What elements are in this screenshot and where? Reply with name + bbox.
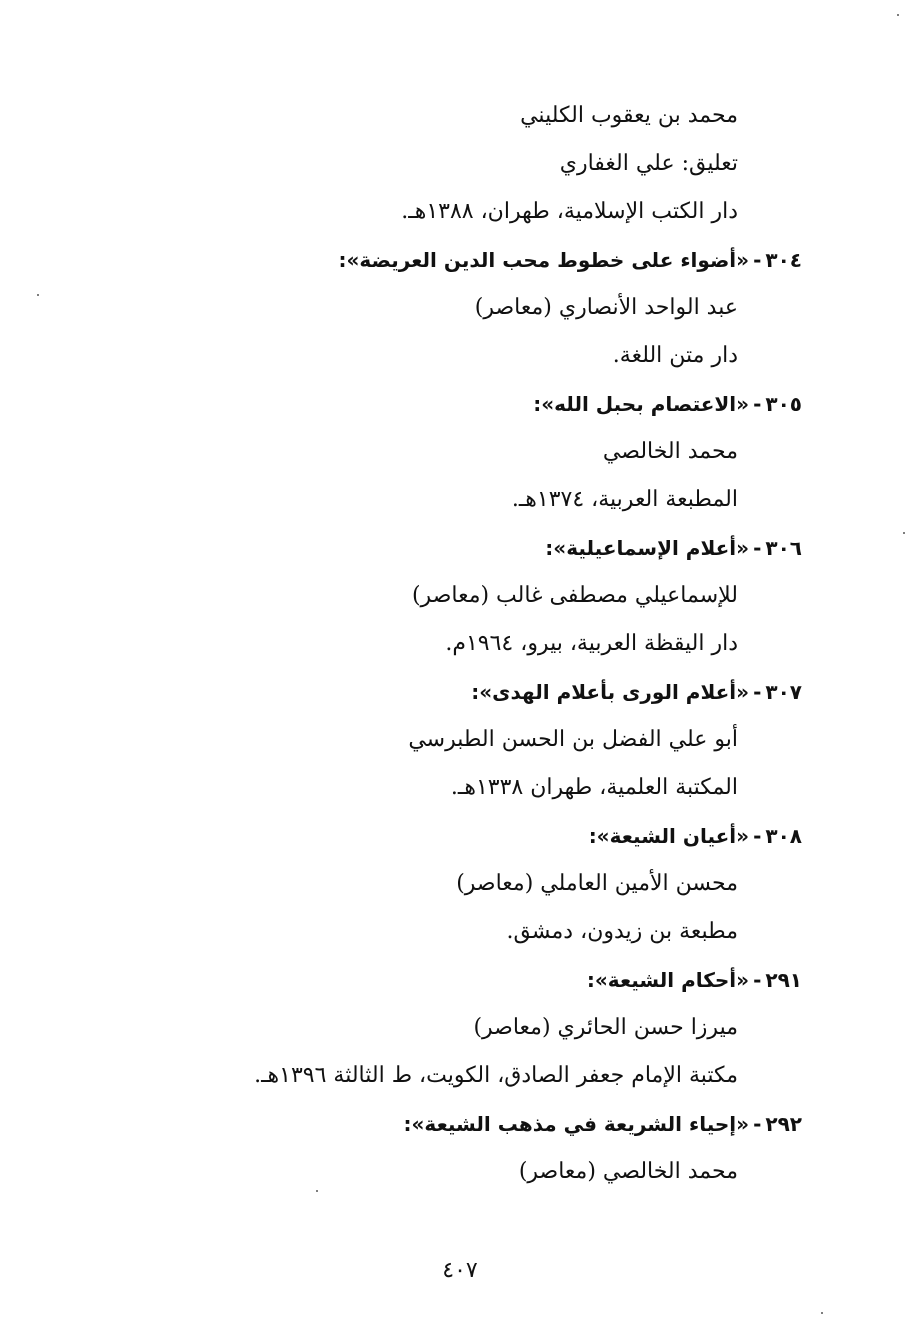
bibliography-entry	[0, 812, 920, 956]
scan-speck	[821, 1312, 823, 1314]
entry-title: «أحكام الشيعة»:	[586, 968, 750, 992]
entry-title: «أضواء على خطوط محب الدين العريضة»:	[338, 248, 750, 272]
bibliography-entry	[0, 1100, 920, 1196]
entry-heading: ٣٠٧-«أعلام الورى بأعلام الهدى»:	[0, 668, 920, 716]
entry-number: ٢٩١	[765, 968, 802, 992]
entry-line: عبد الواحد الأنصاري (معاصر)	[474, 295, 738, 320]
entry-heading: ٣٠٦-«أعلام الإسماعيلية»:	[0, 524, 920, 572]
entry-line: محمد بن يعقوب الكليني	[520, 103, 738, 128]
scan-speck	[37, 294, 39, 296]
entry-line: محمد الخالصي (معاصر)	[518, 1159, 738, 1184]
entry-heading: ٣٠٤-«أضواء على خطوط محب الدين العريضة»:	[0, 236, 920, 284]
bibliography-entry	[0, 524, 920, 668]
bibliography-entry	[0, 668, 920, 812]
entry-line: تعليق: علي الغفاري	[559, 151, 738, 176]
entry-heading: ٣٠٨-«أعيان الشيعة»:	[0, 812, 920, 860]
entry-title: «أعلام الإسماعيلية»:	[545, 536, 750, 560]
bibliography-list	[0, 92, 920, 1196]
entry-line: أبو علي الفضل بن الحسن الطبرسي	[408, 727, 738, 752]
entry-line: دار الكتب الإسلامية، طهران، ١٣٨٨هـ.	[401, 199, 738, 224]
entry-number: ٣٠٧	[765, 680, 802, 704]
entry-heading: ٢٩١-«أحكام الشيعة»:	[0, 956, 920, 1004]
entry-title: «أعيان الشيعة»:	[588, 824, 750, 848]
entry-line: المطبعة العربية، ١٣٧٤هـ.	[511, 487, 738, 512]
entry-heading: ٣٠٥-«الاعتصام بحبل الله»:	[0, 380, 920, 428]
page-number: ٤٠٧	[442, 1258, 478, 1283]
bibliography-entry	[0, 92, 920, 236]
entry-line: مطبعة بن زيدون، دمشق.	[506, 919, 738, 944]
bibliography-entry	[0, 956, 920, 1100]
entry-line: ميرزا حسن الحائري (معاصر)	[473, 1015, 738, 1040]
entry-number: ٣٠٦	[765, 536, 802, 560]
entry-line: محسن الأمين العاملي (معاصر)	[456, 871, 738, 896]
entry-number: ٢٩٢	[765, 1112, 802, 1136]
entry-number: ٣٠٤	[765, 248, 802, 272]
scan-speck	[897, 14, 899, 16]
scan-speck	[903, 532, 905, 534]
entry-title: «إحياء الشريعة في مذهب الشيعة»:	[403, 1112, 750, 1136]
entry-line: محمد الخالصي	[602, 439, 738, 464]
bibliography-entry	[0, 236, 920, 380]
entry-line: للإسماعيلي مصطفى غالب (معاصر)	[411, 583, 738, 608]
entry-line: المكتبة العلمية، طهران ١٣٣٨هـ.	[450, 775, 738, 800]
entry-line: دار اليقظة العربية، بيرو، ١٩٦٤م.	[445, 631, 738, 656]
entry-title: «أعلام الورى بأعلام الهدى»:	[471, 680, 750, 704]
entry-title: «الاعتصام بحبل الله»:	[533, 392, 750, 416]
entry-number: ٣٠٥	[765, 392, 802, 416]
entry-line: دار متن اللغة.	[612, 343, 738, 368]
bibliography-entry	[0, 380, 920, 524]
entry-number: ٣٠٨	[765, 824, 802, 848]
scan-speck	[316, 1190, 318, 1192]
entry-line: مكتبة الإمام جعفر الصادق، الكويت، ط الثالثة ١٣٩٦هـ.	[254, 1063, 738, 1088]
entry-heading: ٢٩٢-«إحياء الشريعة في مذهب الشيعة»:	[0, 1100, 920, 1148]
